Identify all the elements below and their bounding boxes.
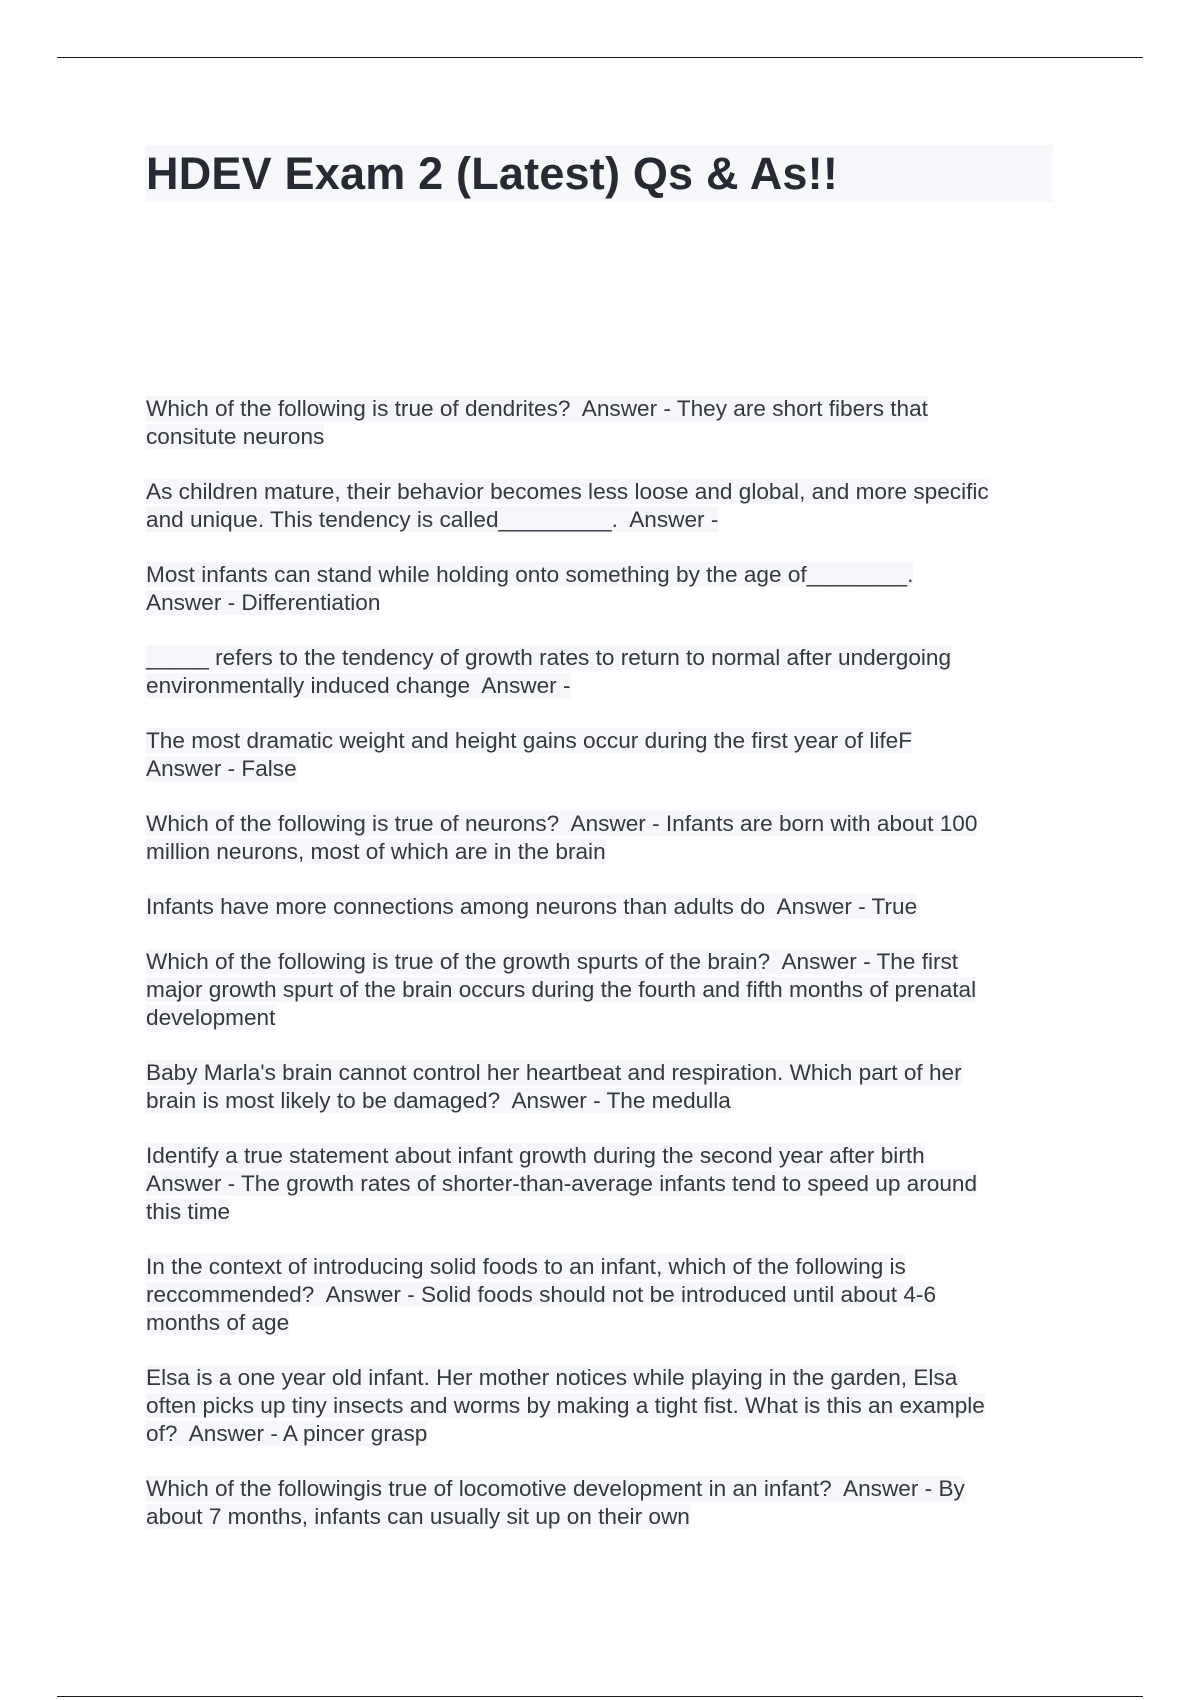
qa-line [146, 1142, 1066, 1170]
qa-item [146, 948, 1066, 1032]
qa-line [146, 478, 1066, 506]
qa-item [146, 478, 1066, 534]
qa-line [146, 948, 1066, 976]
qa-line-text: consitute neurons [146, 424, 325, 449]
qa-line-text: development [146, 1005, 276, 1030]
qa-line [146, 1253, 1066, 1281]
qa-line-text: major growth spurt of the brain occurs during the fourth and fifth months of prenatal [146, 977, 977, 1002]
qa-line [146, 1087, 1066, 1115]
qa-line [146, 1475, 1066, 1503]
qa-line-text: about 7 months, infants can usually sit up on their own [146, 1504, 690, 1529]
qa-item [146, 1475, 1066, 1531]
qa-item [146, 810, 1066, 866]
qa-line [146, 1503, 1066, 1531]
qa-line-text: Which of the following is true of neurons? Answer - Infants are born with about 100 [146, 811, 978, 836]
document-title: HDEV Exam 2 (Latest) Qs & As!! [146, 148, 839, 199]
top-rule [57, 57, 1143, 58]
qa-line-text: Identify a true statement about infant growth during the second year after birth [146, 1143, 925, 1168]
qa-line [146, 1392, 1066, 1420]
bottom-rule [57, 1696, 1143, 1697]
qa-line [146, 561, 1066, 589]
qa-line-text: Answer - The growth rates of shorter-than-average infants tend to speed up around [146, 1171, 978, 1196]
qa-line [146, 755, 1066, 783]
qa-line-text: As children mature, their behavior becomes less loose and global, and more specific [146, 479, 989, 504]
qa-item [146, 1364, 1066, 1448]
qa-line-text: environmentally induced change Answer - [146, 673, 571, 698]
qa-line-text: of? Answer - A pincer grasp [146, 1421, 428, 1446]
qa-line [146, 506, 1066, 534]
qa-line [146, 644, 1066, 672]
qa-item [146, 1059, 1066, 1115]
qa-item [146, 727, 1066, 783]
qa-line-text: _____ refers to the tendency of growth rates to return to normal after undergoing [146, 645, 952, 670]
qa-line-text: Which of the followingis true of locomotive development in an infant? Answer - By [146, 1476, 965, 1501]
qa-line-text: Answer - Differentiation [146, 590, 381, 615]
qa-line [146, 423, 1066, 451]
qa-line-text: Elsa is a one year old infant. Her mother notices while playing in the garden, Elsa [146, 1365, 958, 1390]
qa-line [146, 1281, 1066, 1309]
qa-item [146, 1142, 1066, 1226]
qa-list [146, 395, 1066, 1558]
qa-line-text: The most dramatic weight and height gains occur during the first year of lifeF [146, 728, 913, 753]
qa-line [146, 1059, 1066, 1087]
qa-item [146, 644, 1066, 700]
qa-line-text: months of age [146, 1310, 290, 1335]
qa-line-text: Baby Marla's brain cannot control her heartbeat and respiration. Which part of her [146, 1060, 962, 1085]
qa-line [146, 1198, 1066, 1226]
qa-line [146, 1309, 1066, 1337]
qa-line [146, 727, 1066, 755]
qa-line-text: this time [146, 1199, 231, 1224]
qa-line-text: Which of the following is true of the growth spurts of the brain? Answer - The first [146, 949, 959, 974]
qa-line [146, 1170, 1066, 1198]
qa-line [146, 1364, 1066, 1392]
qa-line-text: Most infants can stand while holding onto something by the age of________. [146, 562, 914, 587]
qa-line-text: reccommended? Answer - Solid foods should not be introduced until about 4-6 [146, 1282, 937, 1307]
qa-line [146, 893, 1066, 921]
qa-line-text: Answer - False [146, 756, 297, 781]
qa-line-text: Which of the following is true of dendrites? Answer - They are short fibers that [146, 396, 928, 421]
qa-item [146, 561, 1066, 617]
qa-line [146, 976, 1066, 1004]
qa-line-text: In the context of introducing solid foods to an infant, which of the following is [146, 1254, 906, 1279]
qa-line [146, 838, 1066, 866]
qa-line-text: million neurons, most of which are in the brain [146, 839, 606, 864]
qa-line-text: often picks up tiny insects and worms by making a tight fist. What is this an example [146, 1393, 985, 1418]
qa-line [146, 1420, 1066, 1448]
qa-item [146, 395, 1066, 451]
qa-line-text: brain is most likely to be damaged? Answer - The medulla [146, 1088, 731, 1113]
qa-line [146, 589, 1066, 617]
qa-item [146, 893, 1066, 921]
qa-line [146, 810, 1066, 838]
qa-line-text: and unique. This tendency is called_________. Answer - [146, 507, 719, 532]
qa-line-text: Infants have more connections among neurons than adults do Answer - True [146, 894, 918, 919]
qa-item [146, 1253, 1066, 1337]
qa-line [146, 395, 1066, 423]
qa-line [146, 672, 1066, 700]
qa-line [146, 1004, 1066, 1032]
